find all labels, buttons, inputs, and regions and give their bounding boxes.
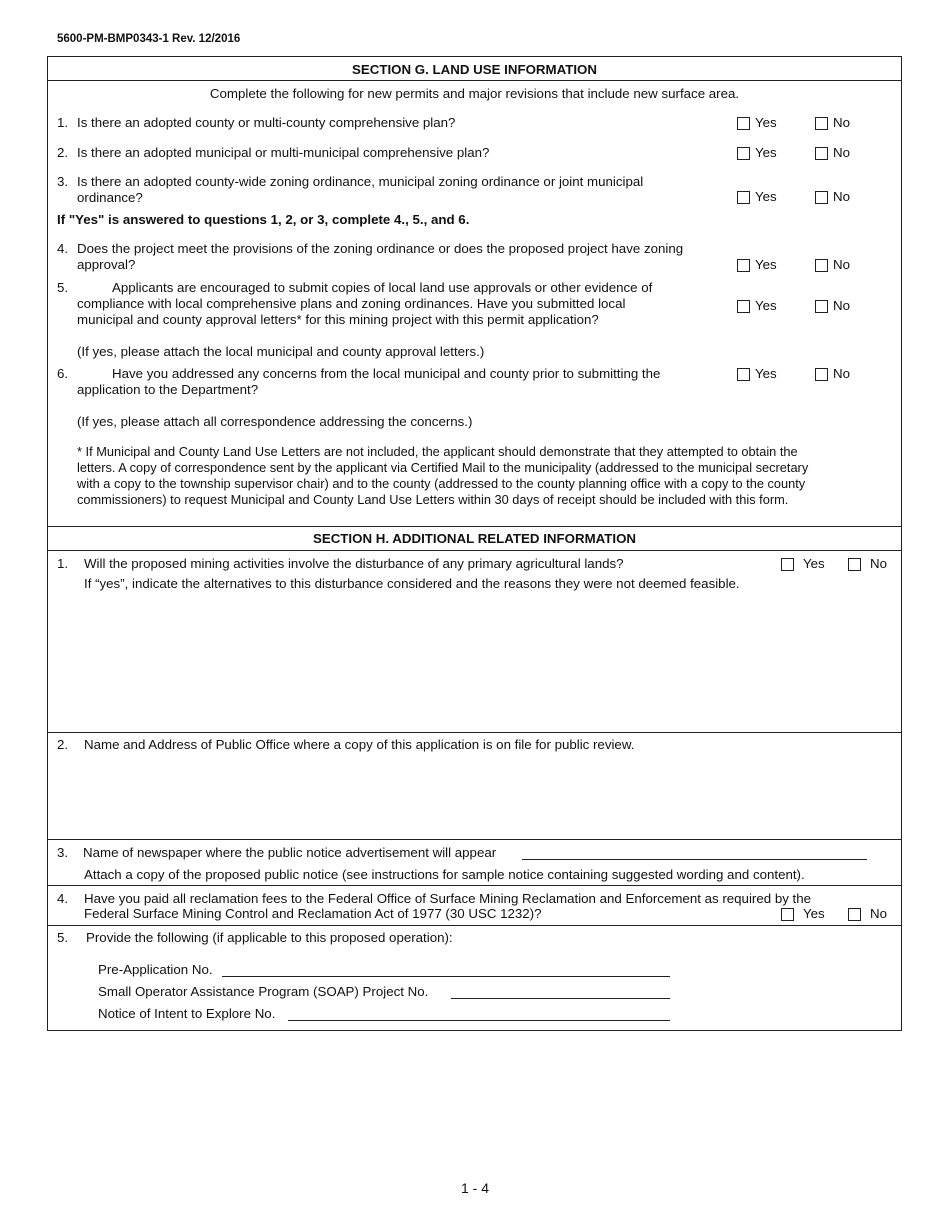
h-q3-number: 3. xyxy=(57,845,69,860)
newspaper-name-field[interactable] xyxy=(522,859,867,860)
h-q1-number: 1. xyxy=(57,556,69,571)
conditional-instruction: If "Yes" is answered to questions 1, 2, or 3, complete 4., 5., and 6. xyxy=(57,212,470,227)
yes-label: Yes xyxy=(755,257,777,272)
g-q5-line1: Applicants are encouraged to submit copies of local land use approvals or other evidence of xyxy=(112,280,653,295)
soap-project-field[interactable] xyxy=(451,998,670,999)
h-q5-text: Provide the following (if applicable to this proposed operation): xyxy=(86,930,453,945)
section-g-title: SECTION G. LAND USE INFORMATION xyxy=(351,62,597,77)
yes-label: Yes xyxy=(803,906,825,921)
h-q1-sub: If “yes”, indicate the alternatives to this disturbance considered and the reasons they were not deemed feasible. xyxy=(84,576,740,591)
g-q4-yes-checkbox[interactable] xyxy=(737,259,750,272)
g-q1-text: Is there an adopted county or multi-county comprehensive plan? xyxy=(77,115,456,130)
yes-label: Yes xyxy=(755,189,777,204)
divider xyxy=(47,839,902,840)
notice-of-intent-label: Notice of Intent to Explore No. xyxy=(98,1006,276,1021)
g-q5-note: (If yes, please attach the local municipal and county approval letters.) xyxy=(77,344,485,359)
yes-label: Yes xyxy=(755,115,777,130)
divider xyxy=(47,550,902,551)
h-q4-no-checkbox[interactable] xyxy=(848,908,861,921)
no-label: No xyxy=(833,257,850,272)
h-q1-yes-checkbox[interactable] xyxy=(781,558,794,571)
yes-label: Yes xyxy=(755,298,777,313)
divider xyxy=(47,526,902,527)
h-q1-answer-area[interactable] xyxy=(60,596,890,726)
g-q6-no-checkbox[interactable] xyxy=(815,368,828,381)
h-q2-number: 2. xyxy=(57,737,69,752)
form-number: 5600-PM-BMP0343-1 Rev. 12/2016 xyxy=(57,33,241,45)
footnote-line: * If Municipal and County Land Use Letters are not included, the applicant should demonstrate that they attempted to obtain the xyxy=(77,444,798,459)
yes-label: Yes xyxy=(755,145,777,160)
h-q4-yes-checkbox[interactable] xyxy=(781,908,794,921)
divider xyxy=(47,732,902,733)
g-q6-number: 6. xyxy=(57,366,69,381)
g-q4-no-checkbox[interactable] xyxy=(815,259,828,272)
page-number: 1 - 4 xyxy=(460,1180,489,1196)
g-q1-no-checkbox[interactable] xyxy=(815,117,828,130)
no-label: No xyxy=(833,189,850,204)
notice-of-intent-field[interactable] xyxy=(288,1020,670,1021)
no-label: No xyxy=(870,556,887,571)
yes-label: Yes xyxy=(755,366,777,381)
h-q1-no-checkbox[interactable] xyxy=(848,558,861,571)
g-q6-line2: application to the Department? xyxy=(77,382,259,397)
g-q3-line2: ordinance? xyxy=(77,190,143,205)
g-q3-yes-checkbox[interactable] xyxy=(737,191,750,204)
g-q4-line1: Does the project meet the provisions of the zoning ordinance or does the proposed project have zoning xyxy=(77,241,684,256)
h-q2-text: Name and Address of Public Office where a copy of this application is on file for public review. xyxy=(84,737,635,752)
g-q6-yes-checkbox[interactable] xyxy=(737,368,750,381)
h-q4-number: 4. xyxy=(57,891,69,906)
g-q5-line3: municipal and county approval letters* for this mining project with this permit application? xyxy=(77,312,599,327)
g-q4-number: 4. xyxy=(57,241,69,256)
soap-project-label: Small Operator Assistance Program (SOAP) Project No. xyxy=(98,984,429,999)
g-q2-text: Is there an adopted municipal or multi-municipal comprehensive plan? xyxy=(77,145,490,160)
footnote-line: with a copy to the township supervisor chair) and to the county (addressed to the county planning office with a copy to the county xyxy=(77,476,806,491)
no-label: No xyxy=(833,366,850,381)
pre-application-label: Pre-Application No. xyxy=(98,962,213,977)
g-q3-line1: Is there an adopted county-wide zoning ordinance, municipal zoning ordinance or joint municipal xyxy=(77,174,644,189)
g-q1-yes-checkbox[interactable] xyxy=(737,117,750,130)
h-q3-text: Name of newspaper where the public notice advertisement will appear xyxy=(83,845,497,860)
yes-label: Yes xyxy=(803,556,825,571)
no-label: No xyxy=(870,906,887,921)
divider xyxy=(47,80,902,81)
h-q4-line2: Federal Surface Mining Control and Reclamation Act of 1977 (30 USC 1232)? xyxy=(84,906,542,921)
footnote-line: commissioners) to request Municipal and County Land Use Letters within 30 days of receipt should be included with this form. xyxy=(77,492,789,507)
g-q5-line2: compliance with local comprehensive plans and zoning ordinances. Have you submitted local xyxy=(77,296,626,311)
g-q6-line1: Have you addressed any concerns from the local municipal and county prior to submitting the xyxy=(112,366,661,381)
section-h-title: SECTION H. ADDITIONAL RELATED INFORMATION xyxy=(312,531,637,546)
g-q3-no-checkbox[interactable] xyxy=(815,191,828,204)
h-q3-sub: Attach a copy of the proposed public notice (see instructions for sample notice containing suggested wording and content). xyxy=(84,867,805,882)
g-q6-note: (If yes, please attach all correspondence addressing the concerns.) xyxy=(77,414,473,429)
h-q1-text: Will the proposed mining activities involve the disturbance of any primary agricultural lands? xyxy=(84,556,624,571)
g-q2-yes-checkbox[interactable] xyxy=(737,147,750,160)
h-q4-line1: Have you paid all reclamation fees to the Federal Office of Surface Mining Reclamation and Enforcement as required by the xyxy=(84,891,812,906)
no-label: No xyxy=(833,115,850,130)
g-q1-number: 1. xyxy=(57,115,69,130)
section-g-intro: Complete the following for new permits and major revisions that include new surface area. xyxy=(209,86,740,101)
g-q2-number: 2. xyxy=(57,145,69,160)
divider xyxy=(47,885,902,886)
no-label: No xyxy=(833,145,850,160)
g-q2-no-checkbox[interactable] xyxy=(815,147,828,160)
g-q5-no-checkbox[interactable] xyxy=(815,300,828,313)
footnote-line: letters. A copy of correspondence sent by the applicant via Certified Mail to the municipality (addressed to the municipal secretary xyxy=(77,460,809,475)
g-q5-yes-checkbox[interactable] xyxy=(737,300,750,313)
h-q2-answer-area[interactable] xyxy=(60,757,890,833)
no-label: No xyxy=(833,298,850,313)
g-q5-number: 5. xyxy=(57,280,69,295)
divider xyxy=(47,925,902,926)
h-q5-number: 5. xyxy=(57,930,69,945)
g-q4-line2: approval? xyxy=(77,257,136,272)
pre-application-field[interactable] xyxy=(222,976,670,977)
g-q3-number: 3. xyxy=(57,174,69,189)
